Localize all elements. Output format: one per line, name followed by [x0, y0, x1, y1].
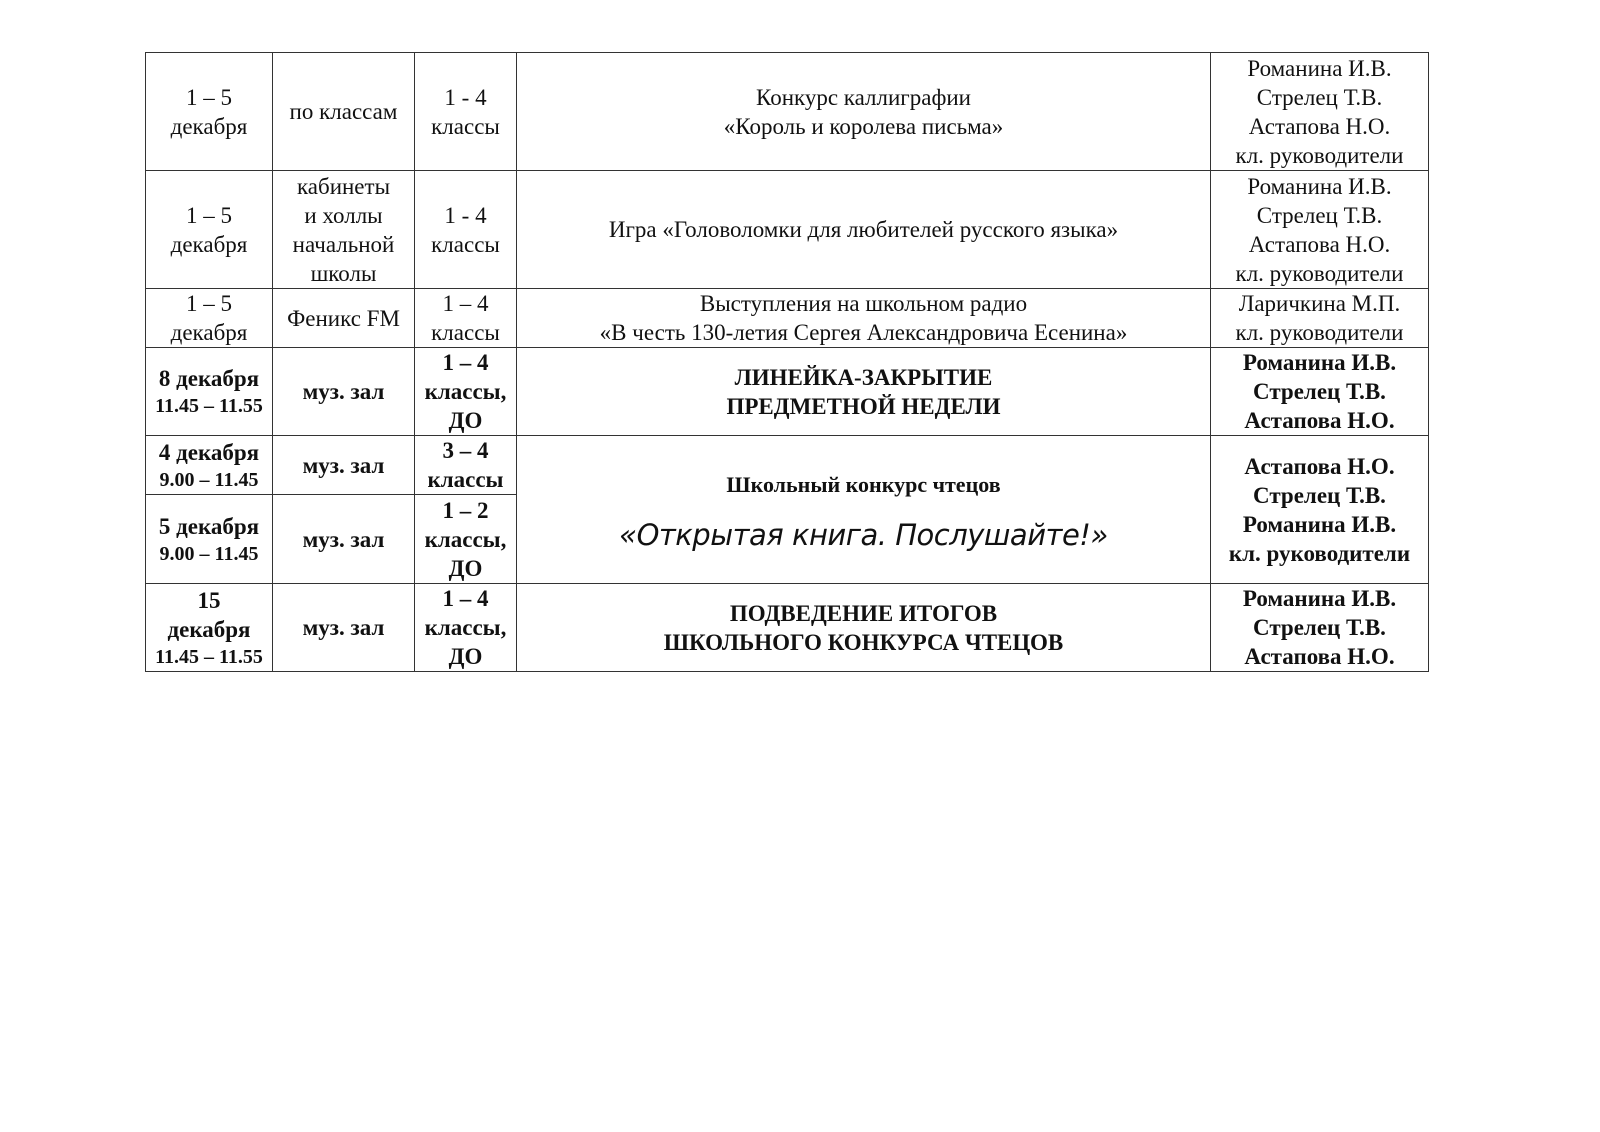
- responsible-name: Стрелец Т.В.: [1256, 84, 1383, 110]
- responsible-name: Ларичкина М.П.: [1238, 291, 1401, 316]
- classes-text: классы,: [424, 379, 507, 404]
- responsible-name: Астапова Н.О.: [1248, 113, 1391, 139]
- date-text: 1 – 5: [186, 84, 232, 110]
- place-cell: [273, 348, 415, 436]
- date-cell: [146, 495, 273, 584]
- responsible-cell: [1211, 436, 1429, 584]
- date-text: 1 – 5: [186, 291, 232, 316]
- classes-text: 1 - 4: [444, 84, 487, 110]
- time-text: 9.00 – 11.45: [159, 542, 259, 565]
- event-text: Конкурс каллиграфии: [756, 84, 971, 110]
- event-cell: [517, 348, 1211, 436]
- responsible-name: Астапова Н.О.: [1244, 453, 1395, 479]
- responsible-name: Стрелец Т.В.: [1253, 379, 1386, 404]
- date-text: 4 декабря: [158, 439, 260, 465]
- responsible-cell: [1211, 289, 1429, 348]
- place-text: школы: [310, 260, 377, 286]
- classes-text: классы,: [424, 615, 507, 640]
- event-text: ПРЕДМЕТНОЙ НЕДЕЛИ: [726, 393, 1001, 419]
- responsible-name: кл. руководители: [1235, 260, 1404, 286]
- date-text: 1 – 5: [186, 202, 232, 228]
- place-text: муз. зал: [302, 615, 385, 640]
- responsible-name: кл. руководители: [1235, 142, 1404, 168]
- classes-cell: [415, 171, 517, 289]
- event-cell: [517, 171, 1211, 289]
- responsible-name: Романина И.В.: [1242, 350, 1397, 375]
- event-cell: [517, 584, 1211, 672]
- date-cell: [146, 348, 273, 436]
- date-cell: [146, 171, 273, 289]
- event-cell: [517, 53, 1211, 171]
- event-text: Игра «Головоломки для любителей русского языка»: [608, 217, 1119, 242]
- date-text: декабря: [170, 231, 248, 257]
- responsible-cell: [1211, 584, 1429, 672]
- date-text: декабря: [170, 113, 248, 139]
- responsible-name: Романина И.В.: [1247, 55, 1392, 81]
- responsible-name: кл. руководители: [1235, 320, 1404, 345]
- table-row: [146, 289, 1429, 348]
- place-cell: [273, 495, 415, 584]
- classes-cell: [415, 495, 517, 584]
- classes-text: ДО: [448, 644, 483, 669]
- event-title: Школьный конкурс чтецов: [726, 471, 1001, 497]
- time-text: 11.45 – 11.55: [155, 395, 263, 417]
- classes-text: классы,: [424, 526, 507, 552]
- classes-text: ДО: [448, 555, 483, 581]
- table-row: [146, 348, 1429, 436]
- event-cell: [517, 289, 1211, 348]
- place-text: муз. зал: [302, 452, 385, 478]
- responsible-name: Стрелец Т.В.: [1253, 482, 1386, 508]
- place-text: Феникс FM: [287, 305, 400, 331]
- place-cell: [273, 584, 415, 672]
- classes-text: 1 – 4: [442, 291, 489, 316]
- classes-text: классы: [431, 320, 500, 345]
- time-text: 9.00 – 11.45: [159, 468, 259, 491]
- date-text: декабря: [167, 616, 251, 642]
- place-text: и холлы: [304, 202, 383, 228]
- time-text: 11.45 – 11.55: [155, 645, 263, 668]
- classes-text: 1 – 4: [442, 586, 489, 611]
- responsible-name: Стрелец Т.В.: [1256, 202, 1383, 228]
- classes-cell: [415, 289, 517, 348]
- classes-text: 3 – 4: [442, 438, 489, 463]
- responsible-name: кл. руководители: [1228, 540, 1411, 566]
- event-text: ЛИНЕЙКА-ЗАКРЫТИЕ: [734, 364, 993, 390]
- place-text: по классам: [289, 99, 398, 124]
- responsible-name: Романина И.В.: [1242, 511, 1397, 537]
- place-text: муз. зал: [302, 526, 385, 552]
- event-text: «В честь 130-летия Сергея Александровича Есенина»: [599, 320, 1128, 345]
- place-cell: [273, 171, 415, 289]
- responsible-cell: [1211, 53, 1429, 171]
- date-cell: [146, 53, 273, 171]
- responsible-cell: [1211, 348, 1429, 436]
- table-row: [146, 584, 1429, 672]
- event-text: «Король и королева письма»: [723, 113, 1004, 139]
- date-text: 8 декабря: [158, 366, 260, 391]
- responsible-cell: [1211, 171, 1429, 289]
- classes-text: 1 – 4: [442, 350, 489, 375]
- event-subtitle: «Открытая книга. Послушайте!»: [619, 517, 1108, 552]
- event-cell: [517, 436, 1211, 584]
- event-text: ПОДВЕДЕНИЕ ИТОГОВ: [729, 600, 998, 626]
- classes-text: ДО: [448, 408, 483, 433]
- classes-text: 1 - 4: [444, 202, 487, 228]
- classes-text: классы: [427, 467, 504, 492]
- classes-cell: [415, 436, 517, 495]
- place-cell: [273, 53, 415, 171]
- table-row: [146, 53, 1429, 171]
- event-text: Выступления на школьном радио: [699, 291, 1028, 316]
- place-text: начальной: [292, 231, 395, 257]
- table-row: [146, 436, 1429, 495]
- responsible-name: Астапова Н.О.: [1244, 644, 1395, 669]
- responsible-name: Романина И.В.: [1242, 586, 1397, 611]
- place-text: муз. зал: [302, 379, 385, 404]
- classes-text: 1 – 2: [442, 497, 489, 523]
- responsible-name: Стрелец Т.В.: [1253, 615, 1386, 640]
- responsible-name: Астапова Н.О.: [1244, 408, 1395, 433]
- table-row: [146, 171, 1429, 289]
- responsible-name: Астапова Н.О.: [1248, 231, 1391, 257]
- date-cell: [146, 289, 273, 348]
- classes-cell: [415, 348, 517, 436]
- classes-cell: [415, 53, 517, 171]
- event-text: ШКОЛЬНОГО КОНКУРСА ЧТЕЦОВ: [663, 629, 1064, 655]
- place-text: кабинеты: [296, 173, 391, 199]
- classes-text: классы: [431, 231, 500, 257]
- date-text: декабря: [170, 320, 248, 345]
- classes-text: классы: [431, 113, 500, 139]
- place-cell: [273, 436, 415, 495]
- events-schedule-table: [145, 52, 1429, 672]
- place-cell: [273, 289, 415, 348]
- responsible-name: Романина И.В.: [1247, 173, 1392, 199]
- date-cell: [146, 584, 273, 672]
- date-text: 15: [197, 587, 221, 613]
- classes-cell: [415, 584, 517, 672]
- date-cell: [146, 436, 273, 495]
- date-text: 5 декабря: [158, 513, 260, 539]
